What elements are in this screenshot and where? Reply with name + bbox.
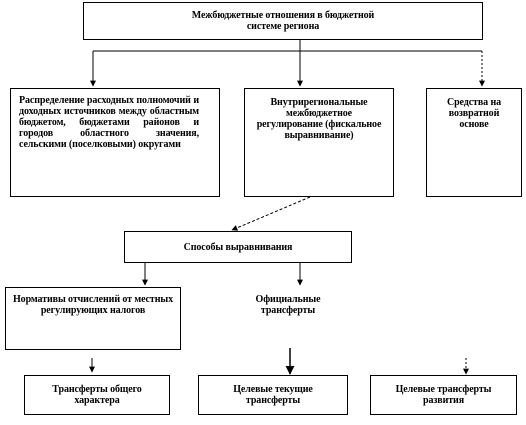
current-transfers-text: Целевые текущие трансферты <box>233 384 313 406</box>
top-box <box>83 2 483 40</box>
current-transfers-box <box>198 375 348 415</box>
norms-text: Нормативы отчислений от местных регулирующих налогов <box>13 294 173 316</box>
returnable-funds-text: Средства на возвратной основе <box>446 97 502 130</box>
regulation-box <box>244 88 394 197</box>
general-transfers-text: Трансферты общего характера <box>52 384 142 406</box>
general-transfers-box <box>24 375 170 415</box>
regulation-text: Внутрирегиональные межбюджетное регулирование (фискальное выравнивание) <box>256 97 382 141</box>
methods-title: Способы выравнивания <box>183 241 293 253</box>
methods-box <box>124 231 352 263</box>
official-transfers-text: Официальные трансферты <box>255 294 321 316</box>
development-transfers-text: Целевые трансферты развития <box>395 384 492 406</box>
returnable-funds-box <box>426 88 522 197</box>
development-transfers-box <box>370 375 517 415</box>
distribution-text: Распределение расходных полномочий и доходных источников между областным бюджетом, бюджетами районов и городов областного значения, сельскими (поселковыми) округами <box>19 95 199 150</box>
distribution-box <box>10 88 220 197</box>
official-transfers-box <box>238 287 338 323</box>
norms-box <box>5 287 181 350</box>
top-title: Межбюджетные отношения в бюджетной системе региона <box>191 10 375 32</box>
